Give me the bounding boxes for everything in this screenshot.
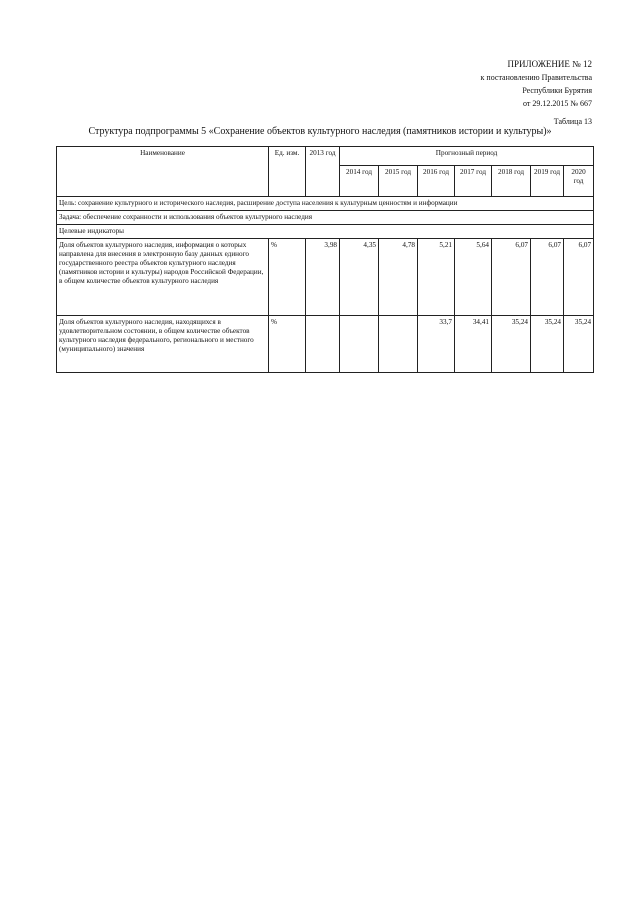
value-2014: 4,35 [340, 239, 379, 316]
header-year-2014: 2014 год [340, 166, 379, 197]
indicators-label-row: Целевые индикаторы [57, 225, 594, 239]
row-name: Доля объектов культурного наследия, находящихся в удовлетворительном состоянии, в общем количестве объектов культурного наследия федерального, регионального и местного (муниципального) значения [57, 316, 269, 373]
header-base-year: 2013 год [306, 147, 340, 197]
indicators-table [56, 146, 594, 373]
table-row [57, 316, 594, 373]
header-year-2018: 2018 год [492, 166, 531, 197]
header-name: Наименование [57, 147, 269, 197]
row-unit: % [269, 316, 306, 373]
value-2018: 35,24 [492, 316, 531, 373]
task-row: Задача: обеспечение сохранности и использования объектов культурного наследия [57, 211, 594, 225]
value-2015: 4,78 [379, 239, 418, 316]
appendix-block [481, 58, 592, 110]
row-name: Доля объектов культурного наследия, информация о которых направлена для внесения в электронную базу данных единого государственного реестра объектов культурного наследия (памятников истории и культуры) народов Российской Федерации, в общем количестве объектов культурного наследия [57, 239, 269, 316]
value-2016: 33,7 [418, 316, 455, 373]
document-title: Структура подпрограммы 5 «Сохранение объектов культурного наследия (памятников истории и культуры)» [88, 126, 552, 137]
value-2015 [379, 316, 418, 373]
value-2016: 5,21 [418, 239, 455, 316]
value-2020: 6,07 [564, 239, 594, 316]
table-number: Таблица 13 [553, 117, 592, 126]
value-2017: 5,64 [455, 239, 492, 316]
value-2019: 35,24 [531, 316, 564, 373]
header-year-2020: 2020 год [564, 166, 594, 197]
appendix-title: ПРИЛОЖЕНИЕ № 12 [507, 59, 592, 69]
appendix-line-2: к постановлению Правительства [480, 73, 592, 82]
value-2013: 3,98 [306, 239, 340, 316]
row-unit: % [269, 239, 306, 316]
value-2014 [340, 316, 379, 373]
value-2020: 35,24 [564, 316, 594, 373]
header-year-2017: 2017 год [455, 166, 492, 197]
value-2018: 6,07 [492, 239, 531, 316]
header-year-2015: 2015 год [379, 166, 418, 197]
table-row [57, 239, 594, 316]
value-2017: 34,41 [455, 316, 492, 373]
header-unit: Ед. изм. [269, 147, 306, 197]
value-2019: 6,07 [531, 239, 564, 316]
header-year-2019: 2019 год [531, 166, 564, 197]
header-forecast: Прогнозный период [340, 147, 594, 166]
header-year-2016: 2016 год [418, 166, 455, 197]
appendix-line-4: от 29.12.2015 № 667 [522, 99, 592, 108]
appendix-line-3: Республики Бурятия [522, 86, 592, 95]
value-2013 [306, 316, 340, 373]
goal-row: Цель: сохранение культурного и исторического наследия, расширение доступа населения к культурным ценностям и информации [57, 197, 594, 211]
